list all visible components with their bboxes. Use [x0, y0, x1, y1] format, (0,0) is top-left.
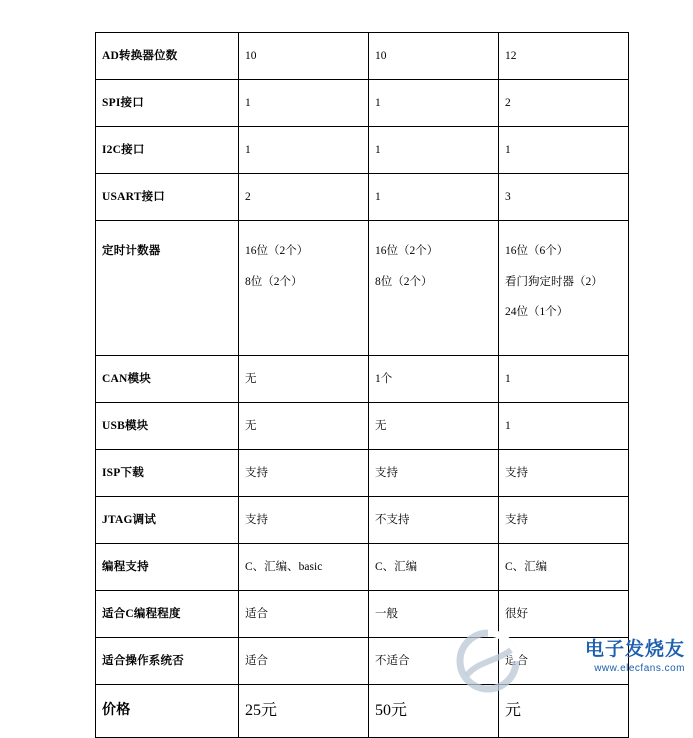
row-value-col2: 10 — [369, 33, 499, 80]
row-value-col1: 1 — [239, 127, 369, 174]
table-row — [96, 33, 629, 80]
row-value-col2 — [369, 221, 499, 356]
table-row — [96, 685, 629, 738]
table-row — [96, 174, 629, 221]
row-label: 编程支持 — [96, 544, 239, 591]
row-value-col1: 支持 — [239, 450, 369, 497]
row-label: ISP下载 — [96, 450, 239, 497]
value-line: 8位（2个） — [375, 275, 433, 288]
table-row — [96, 356, 629, 403]
row-value-col3: 支持 — [499, 450, 629, 497]
row-value-col3: 很好 — [499, 591, 629, 638]
row-value-col2: 不支持 — [369, 497, 499, 544]
row-value-col2: 1个 — [369, 356, 499, 403]
row-value-col1: 适合 — [239, 591, 369, 638]
row-value-col1: 支持 — [239, 497, 369, 544]
row-value-col1: 2 — [239, 174, 369, 221]
row-value-col3: 元 — [499, 685, 629, 738]
row-value-col2: 50元 — [369, 685, 499, 738]
row-value-col2: 无 — [369, 403, 499, 450]
row-value-col3: 1 — [499, 356, 629, 403]
row-label: CAN模块 — [96, 356, 239, 403]
row-value-col3: 支持 — [499, 497, 629, 544]
row-value-col2: 1 — [369, 127, 499, 174]
row-value-col3: 2 — [499, 80, 629, 127]
row-value-col1: C、汇编、basic — [239, 544, 369, 591]
row-value-col1: 10 — [239, 33, 369, 80]
row-value-col2: 1 — [369, 80, 499, 127]
table-row — [96, 638, 629, 685]
row-value-col2: C、汇编 — [369, 544, 499, 591]
table-row — [96, 450, 629, 497]
row-label: 价格 — [96, 685, 239, 738]
row-label: I2C接口 — [96, 127, 239, 174]
row-value-col2: 一般 — [369, 591, 499, 638]
row-label: USB模块 — [96, 403, 239, 450]
row-label: 定时计数器 — [96, 221, 239, 356]
table-row — [96, 544, 629, 591]
value-line: 16位（6个） — [505, 245, 569, 257]
watermark-brand-text: 电子发烧友 — [584, 639, 685, 660]
value-line: 16位（2个） — [245, 245, 309, 257]
table-row — [96, 127, 629, 174]
row-value-col3: 12 — [499, 33, 629, 80]
row-value-col3: C、汇编 — [499, 544, 629, 591]
row-value-col3 — [499, 221, 629, 356]
row-value-col1 — [239, 221, 369, 356]
table-row — [96, 221, 629, 356]
row-value-col1: 适合 — [239, 638, 369, 685]
row-value-col3: 3 — [499, 174, 629, 221]
row-value-col1: 25元 — [239, 685, 369, 738]
row-value-col1: 无 — [239, 403, 369, 450]
row-value-col2: 不适合 — [369, 638, 499, 685]
row-label: JTAG调试 — [96, 497, 239, 544]
table-row — [96, 80, 629, 127]
table-row — [96, 591, 629, 638]
row-label: 适合操作系统否 — [96, 638, 239, 685]
row-label: 适合C编程程度 — [96, 591, 239, 638]
mcu-comparison-table — [95, 32, 629, 738]
row-label: USART接口 — [96, 174, 239, 221]
row-value-col3: 1 — [499, 403, 629, 450]
row-value-col3: 1 — [499, 127, 629, 174]
table-row — [96, 497, 629, 544]
value-line: 看门狗定时器（2） — [505, 275, 603, 288]
row-label: AD转换器位数 — [96, 33, 239, 80]
row-value-col2: 1 — [369, 174, 499, 221]
table-body — [96, 33, 629, 738]
value-line: 8位（2个） — [245, 275, 303, 288]
row-value-col1: 无 — [239, 356, 369, 403]
row-value-col3: 适合 — [499, 638, 629, 685]
watermark-url: www.elecfans.com — [594, 663, 685, 674]
table-row — [96, 403, 629, 450]
row-label: SPI接口 — [96, 80, 239, 127]
row-value-col1: 1 — [239, 80, 369, 127]
value-line: 16位（2个） — [375, 245, 439, 257]
row-value-col2: 支持 — [369, 450, 499, 497]
value-line: 24位（1个） — [505, 306, 569, 319]
